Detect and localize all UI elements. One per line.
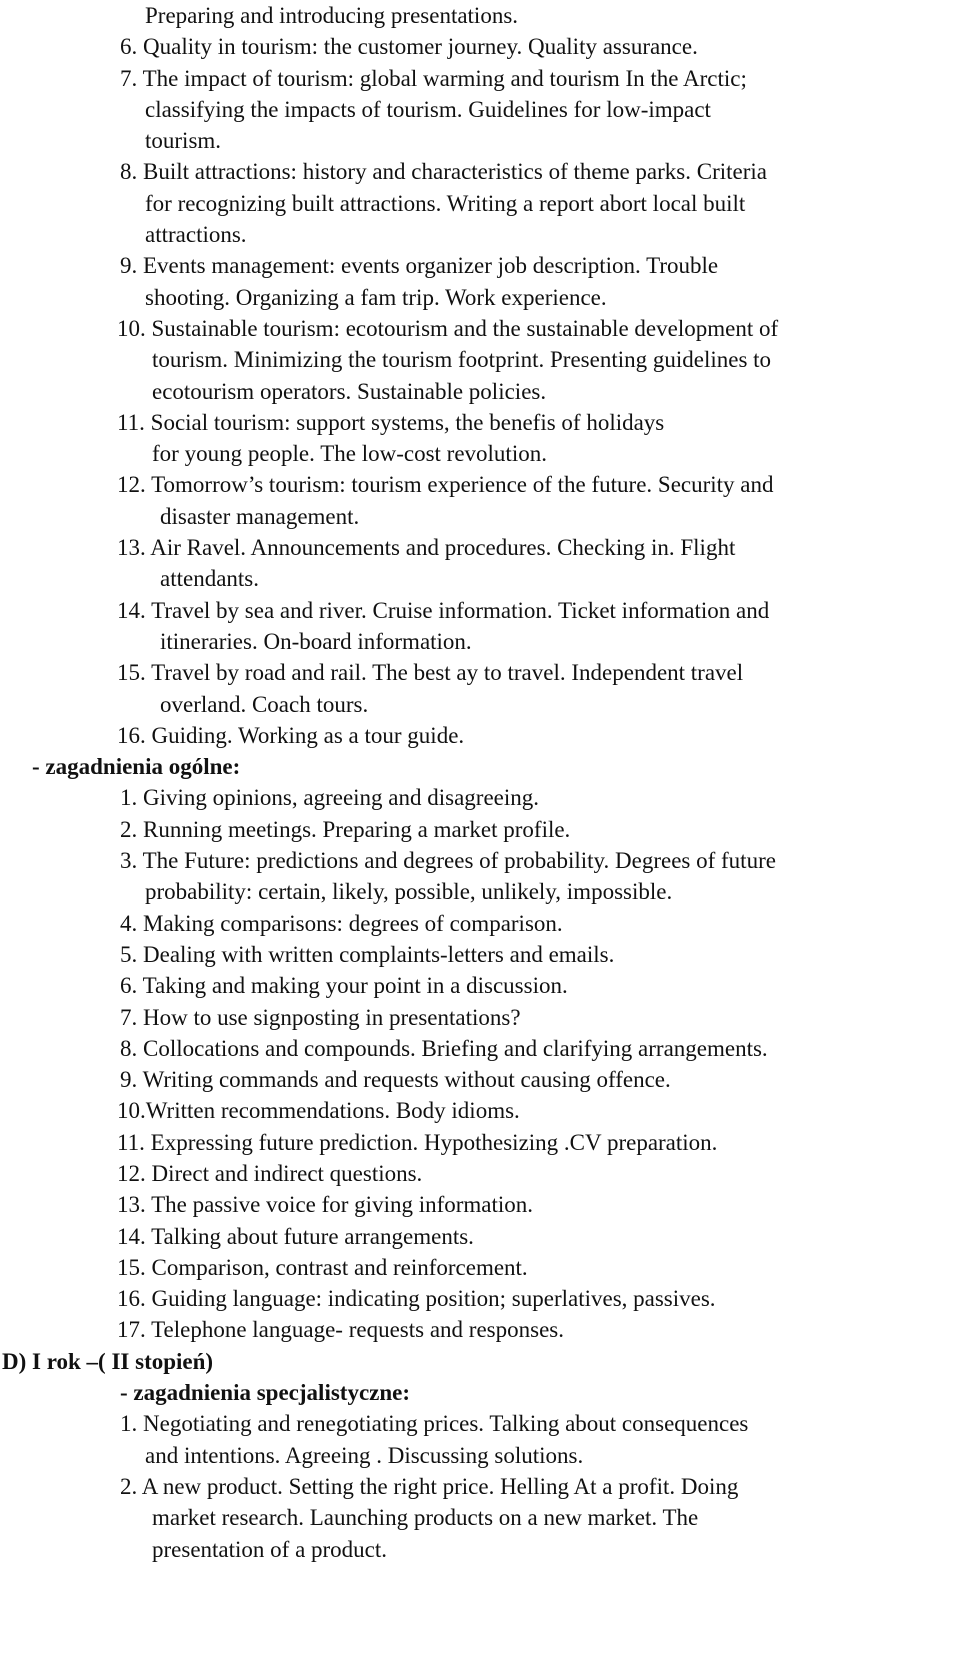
text-line: probability: certain, likely, possible, unlikely, impossible. bbox=[145, 879, 673, 905]
text-line: shooting. Organizing a fam trip. Work experience. bbox=[145, 284, 607, 310]
text-line: 12. Direct and indirect questions. bbox=[117, 1160, 423, 1186]
text-line: 8. Built attractions: history and characteristics of theme parks. Criteria bbox=[120, 159, 767, 185]
text-line: classifying the impacts of tourism. Guidelines for low-impact bbox=[145, 96, 711, 122]
text-line: 9. Events management: events organizer job description. Trouble bbox=[120, 253, 719, 279]
text-line: 4. Making comparisons: degrees of comparison. bbox=[120, 910, 563, 936]
text-line: for young people. The low-cost revolution. bbox=[152, 441, 547, 467]
text-line: 16. Guiding. Working as a tour guide. bbox=[117, 722, 465, 748]
text-line: 6. Taking and making your point in a discussion. bbox=[120, 973, 568, 999]
text-line: market research. Launching products on a new market. The bbox=[152, 1505, 699, 1531]
text-line: disaster management. bbox=[160, 503, 360, 529]
text-line: overland. Coach tours. bbox=[160, 691, 369, 717]
text-line: 13. Air Ravel. Announcements and procedures. Checking in. Flight bbox=[117, 535, 736, 561]
text-line: itineraries. On-board information. bbox=[160, 628, 472, 654]
text-line: for recognizing built attractions. Writing a report abort local built bbox=[145, 190, 746, 216]
text-line: 11. Expressing future prediction. Hypothesizing .CV preparation. bbox=[117, 1129, 718, 1155]
text-line: 14. Talking about future arrangements. bbox=[117, 1223, 474, 1249]
section-heading: D) I rok –( II stopień) bbox=[2, 1348, 214, 1374]
text-line: 5. Dealing with written complaints-letters and emails. bbox=[120, 941, 615, 967]
text-line: tourism. Minimizing the tourism footprint. Presenting guidelines to bbox=[152, 347, 772, 373]
text-line: 15. Comparison, contrast and reinforcement. bbox=[117, 1254, 528, 1280]
section-heading: - zagadnienia specjalistyczne: bbox=[120, 1380, 411, 1406]
text-line: 14. Travel by sea and river. Cruise information. Ticket information and bbox=[117, 597, 770, 623]
text-line: 7. The impact of tourism: global warming and tourism In the Arctic; bbox=[120, 65, 747, 91]
text-line: 1. Giving opinions, agreeing and disagreeing. bbox=[120, 785, 540, 811]
text-line: 11. Social tourism: support systems, the benefis of holidays bbox=[117, 409, 665, 435]
text-line: 8. Collocations and compounds. Briefing and clarifying arrangements. bbox=[120, 1035, 768, 1061]
text-line: tourism. bbox=[145, 128, 222, 154]
text-line: 10.Written recommendations. Body idioms. bbox=[117, 1098, 520, 1124]
text-line: 12. Tomorrow’s tourism: tourism experience of the future. Security and bbox=[117, 472, 774, 498]
text-line: 2. Running meetings. Preparing a market profile. bbox=[120, 816, 571, 842]
text-line: 15. Travel by road and rail. The best ay to travel. Independent travel bbox=[117, 660, 744, 686]
section-heading: - zagadnienia ogólne: bbox=[32, 754, 241, 780]
text-line: 1. Negotiating and renegotiating prices. Talking about consequences bbox=[120, 1411, 749, 1437]
text-line: 10. Sustainable tourism: ecotourism and the sustainable development of bbox=[117, 315, 779, 341]
text-line: ecotourism operators. Sustainable policies. bbox=[152, 378, 547, 404]
text-line: 7. How to use signposting in presentations? bbox=[120, 1004, 521, 1030]
text-line: 16. Guiding language: indicating position; superlatives, passives. bbox=[117, 1286, 716, 1312]
text-line: attendants. bbox=[160, 566, 259, 592]
text-line: 2. A new product. Setting the right price. Helling At a profit. Doing bbox=[120, 1473, 739, 1499]
text-line: Preparing and introducing presentations. bbox=[145, 3, 519, 28]
text-line: 3. The Future: predictions and degrees of probability. Degrees of future bbox=[120, 848, 776, 874]
text-line: and intentions. Agreeing . Discussing solutions. bbox=[145, 1442, 584, 1468]
text-line: 13. The passive voice for giving information. bbox=[117, 1192, 534, 1218]
text-line: attractions. bbox=[145, 222, 247, 248]
text-line: 17. Telephone language- requests and responses. bbox=[117, 1317, 564, 1343]
text-line: 9. Writing commands and requests without causing offence. bbox=[120, 1067, 671, 1093]
text-line: 6. Quality in tourism: the customer journey. Quality assurance. bbox=[120, 34, 698, 60]
text-line: presentation of a product. bbox=[152, 1536, 388, 1562]
